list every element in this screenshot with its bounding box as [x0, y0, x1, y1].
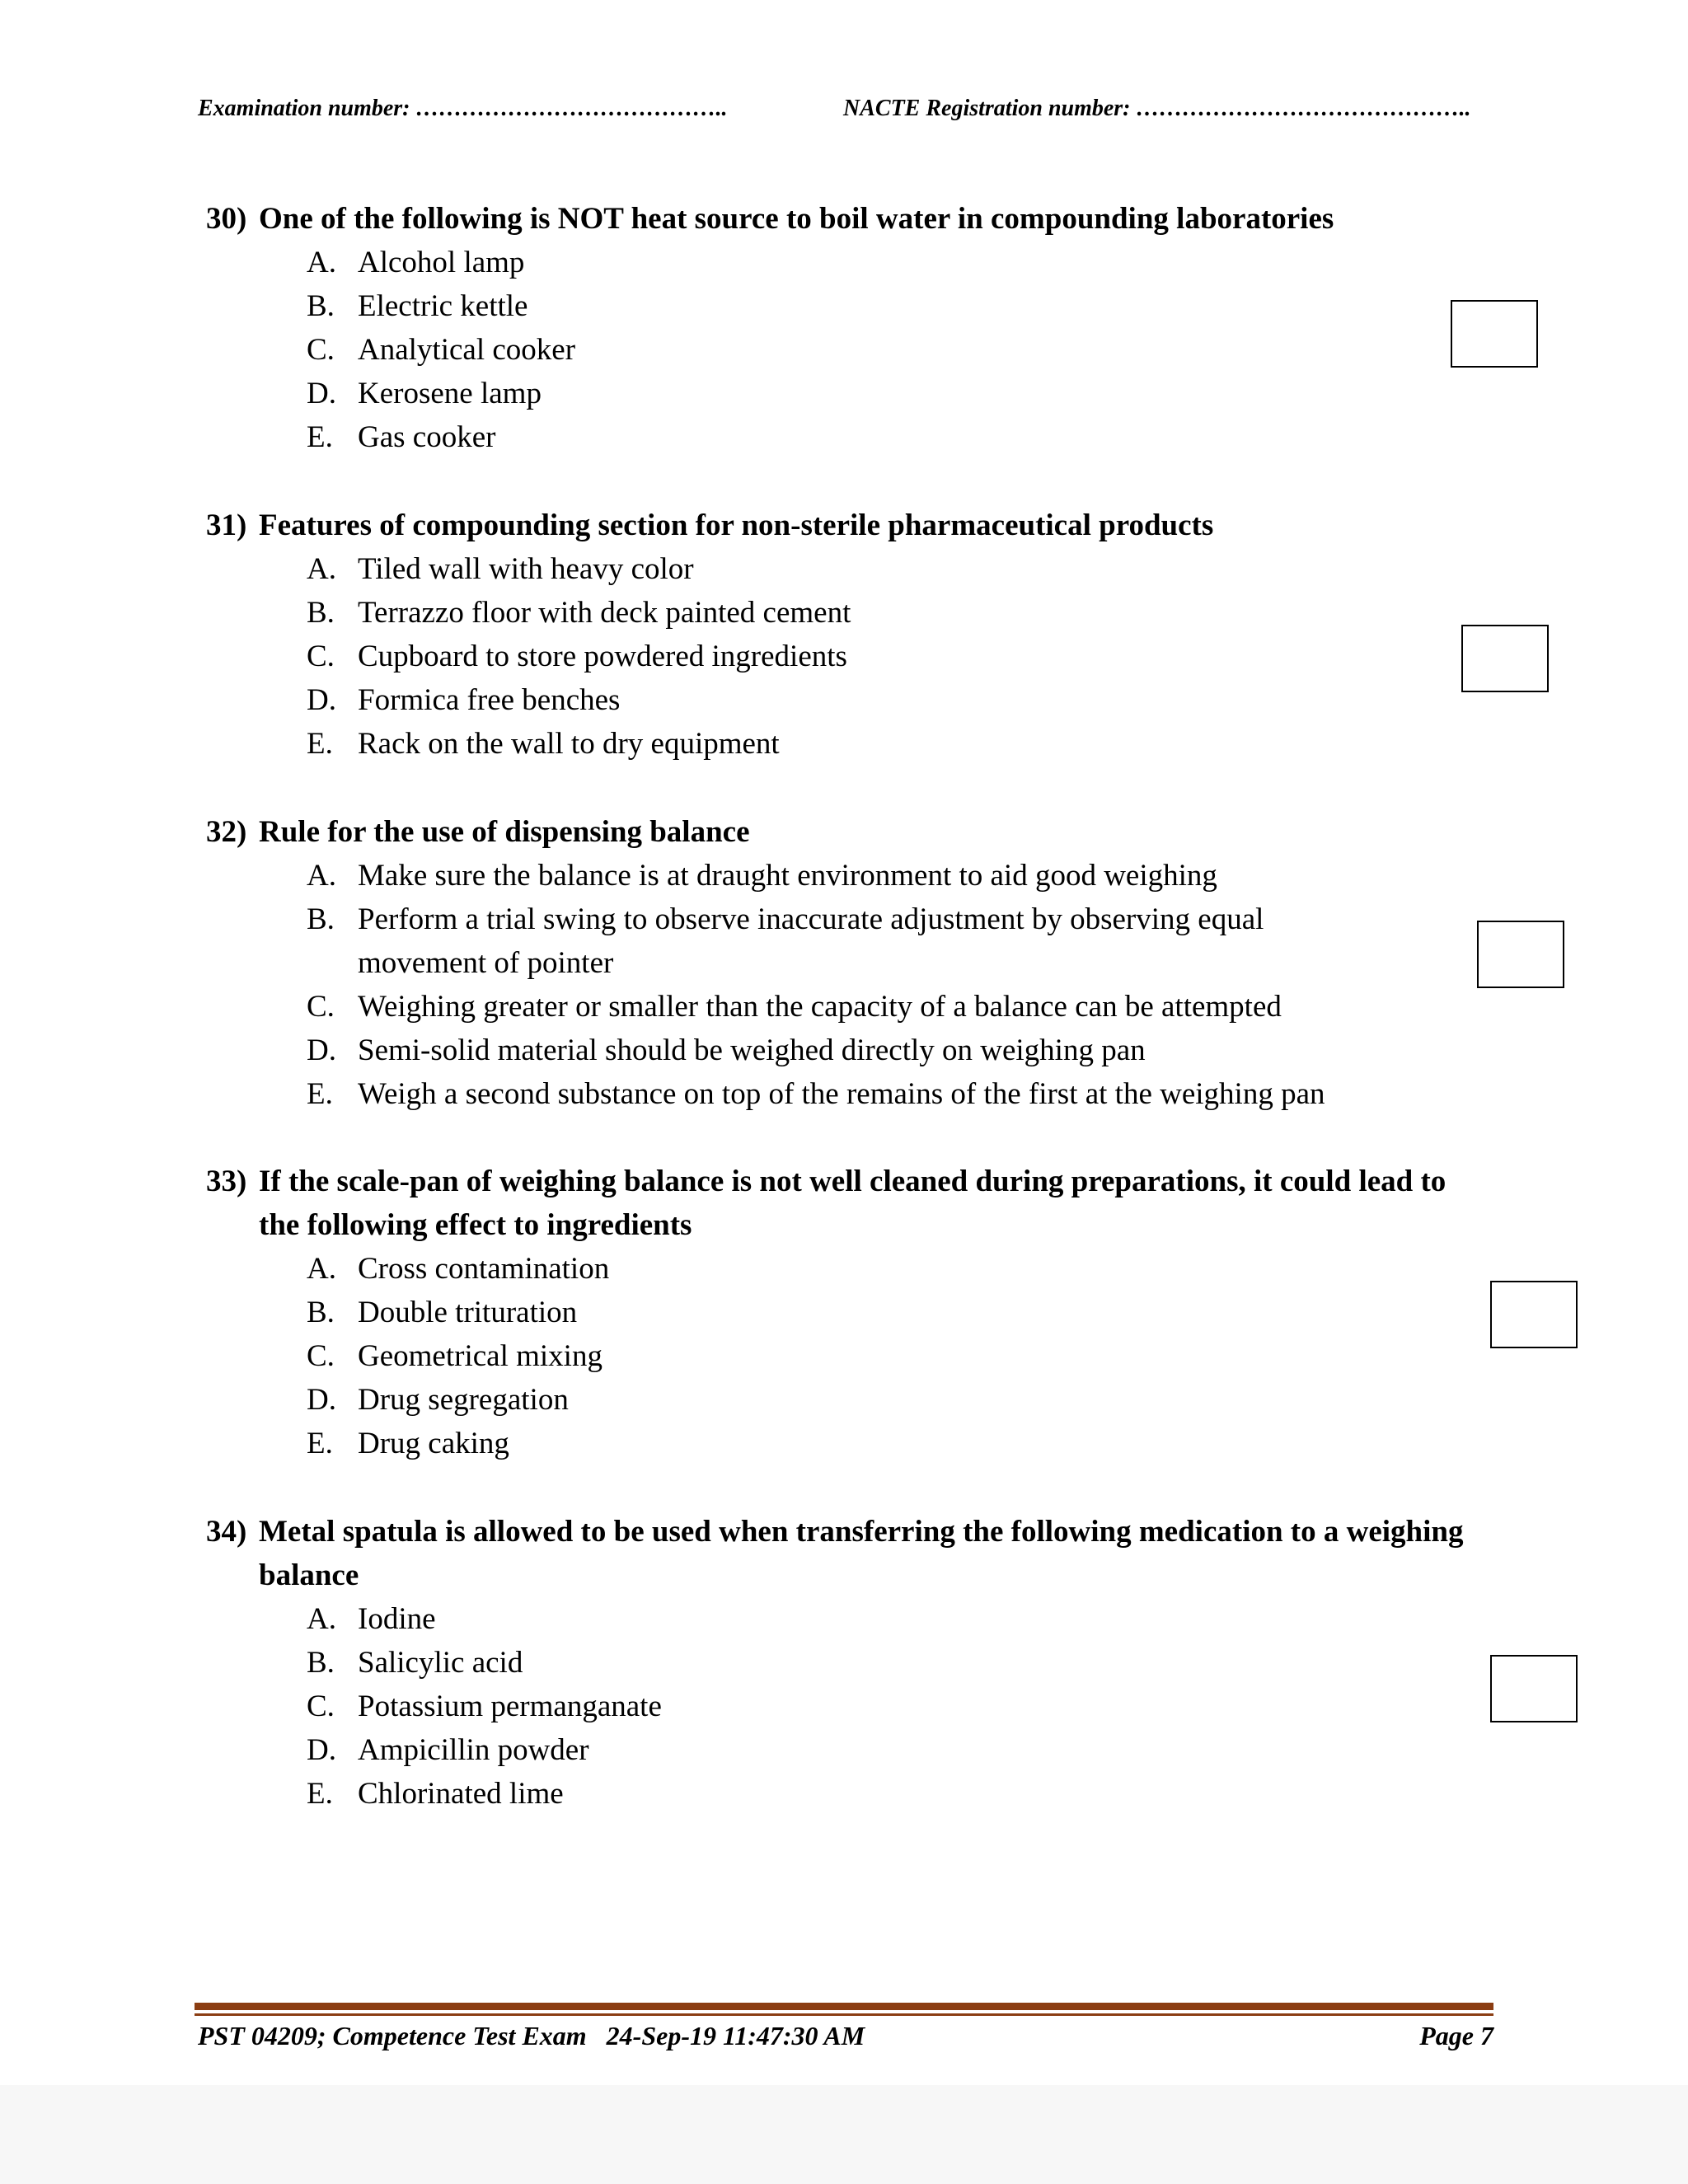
- option-text: Semi-solid material should be weighed directly on weighing pan: [358, 1033, 1146, 1067]
- option-text: Gas cooker: [358, 420, 496, 454]
- option-letter: E.: [307, 727, 333, 761]
- option-text: Chlorinated lime: [358, 1777, 564, 1811]
- question-30: [206, 197, 1475, 459]
- option-text: Make sure the balance is at draught environment to aid good weighing: [358, 859, 1217, 893]
- option-d: [206, 678, 1475, 722]
- option-text: Tiled wall with heavy color: [358, 552, 694, 586]
- option-letter: D.: [307, 1383, 336, 1417]
- option-text: Terrazzo floor with deck painted cement: [358, 596, 851, 630]
- question-number: 31): [206, 509, 247, 542]
- option-d: [206, 1728, 1475, 1772]
- answer-box-31[interactable]: [1461, 625, 1549, 692]
- option-e: [206, 1422, 1475, 1465]
- option-text: Ampicillin powder: [358, 1733, 589, 1767]
- option-e: [206, 1772, 1475, 1816]
- question-text: If the scale-pan of weighing balance is not well cleaned during preparations, it could lead to the following effect to ingredients: [259, 1165, 1447, 1242]
- option-b: [206, 1291, 1475, 1334]
- option-text: Iodine: [358, 1602, 436, 1636]
- option-letter: D.: [307, 1033, 336, 1067]
- option-letter: A.: [307, 552, 336, 586]
- option-c: [206, 1685, 1475, 1728]
- option-text: Electric kettle: [358, 289, 528, 323]
- option-text: Cross contamination: [358, 1252, 610, 1286]
- answer-box-30[interactable]: [1451, 300, 1538, 368]
- option-b: [206, 284, 1475, 328]
- option-letter: E.: [307, 1427, 333, 1460]
- option-letter: C.: [307, 333, 335, 367]
- option-list: [206, 241, 1475, 459]
- option-letter: D.: [307, 377, 336, 410]
- option-letter: D.: [307, 1733, 336, 1767]
- option-text: Rack on the wall to dry equipment: [358, 727, 780, 761]
- option-letter: C.: [307, 640, 335, 673]
- option-letter: C.: [307, 990, 335, 1024]
- option-letter: B.: [307, 1646, 335, 1680]
- option-a: [206, 241, 1475, 284]
- page-bottom-margin: [0, 2085, 1688, 2184]
- question-text: Features of compounding section for non-sterile pharmaceutical products: [259, 509, 1214, 542]
- answer-box-32[interactable]: [1477, 921, 1564, 988]
- footer-rule-thick: [195, 2003, 1493, 2010]
- page-number: Page 7: [1419, 2021, 1493, 2050]
- option-d: [206, 372, 1475, 415]
- option-list: [206, 1597, 1475, 1816]
- option-a: [206, 1247, 1475, 1291]
- option-list: [206, 1247, 1475, 1465]
- option-letter: A.: [307, 246, 336, 279]
- exam-number-label: Examination number: …………………………………..: [198, 96, 728, 121]
- question-number: 33): [206, 1165, 247, 1198]
- option-e: [206, 415, 1475, 459]
- option-text: Analytical cooker: [358, 333, 576, 367]
- option-text: Cupboard to store powdered ingredients: [358, 640, 847, 673]
- option-letter: C.: [307, 1339, 335, 1373]
- option-letter: E.: [307, 1777, 333, 1811]
- option-c: [206, 1334, 1475, 1378]
- option-text: Weighing greater or smaller than the capacity of a balance can be attempted: [358, 990, 1282, 1024]
- question-stem: [206, 1510, 1475, 1597]
- option-letter: E.: [307, 420, 333, 454]
- option-text: Drug caking: [358, 1427, 509, 1460]
- question-stem: [206, 197, 1475, 241]
- option-text: Drug segregation: [358, 1383, 569, 1417]
- option-e: [206, 722, 1475, 766]
- question-text: Metal spatula is allowed to be used when transferring the following medication to a weighing balance: [259, 1515, 1464, 1592]
- question-number: 34): [206, 1515, 247, 1549]
- option-d: [206, 1378, 1475, 1422]
- nacte-registration-label: NACTE Registration number: ……………………………………..: [843, 96, 1471, 121]
- option-text: Alcohol lamp: [358, 246, 525, 279]
- question-text: One of the following is NOT heat source to boil water in compounding laboratories: [259, 202, 1334, 236]
- question-number: 32): [206, 815, 247, 849]
- option-text: Formica free benches: [358, 683, 621, 717]
- option-letter: B.: [307, 1296, 335, 1329]
- option-list: [206, 547, 1475, 766]
- option-b: [206, 591, 1475, 635]
- option-text: Geometrical mixing: [358, 1339, 603, 1373]
- option-text: Double trituration: [358, 1296, 578, 1329]
- question-31: [206, 504, 1475, 766]
- option-list: [206, 854, 1475, 1116]
- option-a: [206, 547, 1475, 591]
- option-b: [206, 1641, 1475, 1685]
- option-a: [206, 854, 1475, 898]
- option-letter: A.: [307, 1252, 336, 1286]
- option-letter: B.: [307, 902, 335, 936]
- option-text: Weigh a second substance on top of the remains of the first at the weighing pan: [358, 1077, 1325, 1111]
- option-c: [206, 985, 1475, 1029]
- question-number: 30): [206, 202, 247, 236]
- option-text: Salicylic acid: [358, 1646, 523, 1680]
- option-c: [206, 635, 1475, 678]
- question-stem: [206, 1160, 1475, 1247]
- option-e: [206, 1072, 1475, 1116]
- answer-box-33[interactable]: [1490, 1281, 1578, 1348]
- option-letter: B.: [307, 596, 335, 630]
- answer-box-34[interactable]: [1490, 1655, 1578, 1722]
- option-letter: B.: [307, 289, 335, 323]
- option-d: [206, 1029, 1475, 1072]
- option-a: [206, 1597, 1475, 1641]
- option-letter: A.: [307, 859, 336, 893]
- option-text: Kerosene lamp: [358, 377, 542, 410]
- option-text: Potassium permanganate: [358, 1690, 662, 1723]
- option-letter: D.: [307, 683, 336, 717]
- question-text: Rule for the use of dispensing balance: [259, 815, 750, 849]
- footer-exam-info: PST 04209; Competence Test Exam 24-Sep-19 11:47:30 AM: [198, 2021, 865, 2050]
- question-stem: [206, 504, 1475, 547]
- question-34: [206, 1510, 1475, 1816]
- question-stem: [206, 810, 1475, 854]
- question-32: [206, 810, 1475, 1116]
- question-33: [206, 1160, 1475, 1465]
- option-b: [206, 898, 1475, 985]
- footer-rule-thin: [195, 2013, 1493, 2016]
- option-letter: E.: [307, 1077, 333, 1111]
- option-letter: C.: [307, 1690, 335, 1723]
- option-letter: A.: [307, 1602, 336, 1636]
- option-c: [206, 328, 1475, 372]
- option-text: Perform a trial swing to observe inaccurate adjustment by observing equal movement of pointer: [358, 902, 1264, 980]
